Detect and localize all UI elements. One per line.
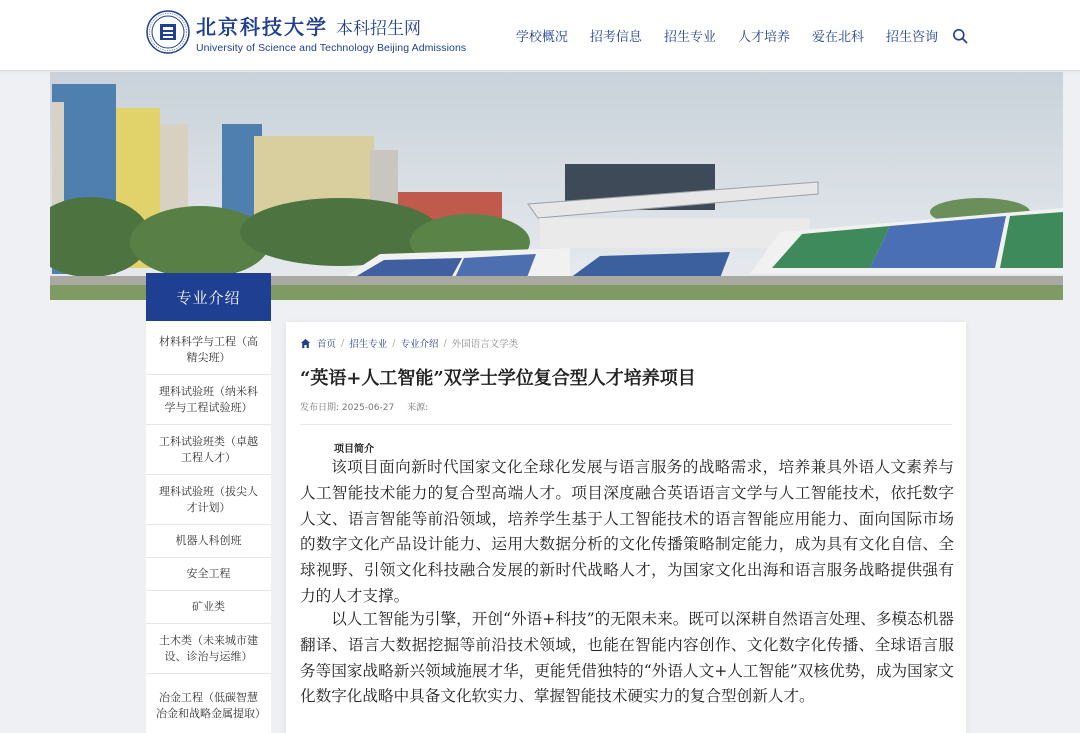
nav-item-admission-info[interactable]: 招考信息 [589, 30, 642, 45]
home-icon[interactable] [300, 338, 311, 349]
logo-chinese-name: 北京科技大学 [196, 14, 328, 39]
search-icon[interactable] [952, 28, 968, 44]
section-title: 项目简介 [334, 444, 374, 455]
nav-item-school-overview[interactable]: 学校概况 [515, 30, 568, 45]
sidebar-item-top-talent[interactable]: 理科试验班（拔尖人才计划） [146, 475, 271, 525]
nav-item-talent-cultivation[interactable]: 人才培养 [737, 30, 790, 45]
article-title: “英语+人工智能”双学士学位复合型人才培养项目 [300, 368, 696, 389]
breadcrumb-separator: / [443, 337, 447, 349]
sidebar-item-mining[interactable]: 矿业类 [146, 591, 271, 624]
sidebar-item-civil-engineering[interactable]: 土木类（未来城市建设、诊治与运维） [146, 624, 271, 674]
breadcrumb-separator: / [392, 337, 396, 349]
sidebar [146, 273, 271, 733]
nav-item-consultation[interactable]: 招生咨询 [885, 30, 938, 45]
breadcrumb-separator: / [341, 337, 345, 349]
article-paragraph: 以人工智能为引擎，开创“外语+科技”的无限未来。既可以深耕自然语言处理、多模态机器翻译、语言大数据挖掘等前沿技术领域，也能在智能内容创作、文化数字化传播、全球语言服务等国家战略新兴领域施展才华，更能凭借独特的“外语人文+人工智能”双核优势，成为国家文化数字化战略中具备文化软实力、掌握智能技术硬实力的复合型创新人才。 [300, 610, 954, 706]
sidebar-title: 专业介绍 [146, 273, 271, 321]
university-seal-icon [146, 10, 190, 54]
sidebar-item-nano-science[interactable]: 理科试验班（纳米科学与工程试验班） [146, 375, 271, 425]
site-header [0, 0, 1080, 71]
article-paragraph: 该项目面向新时代国家文化全球化发展与语言服务的战略需求，培养兼具外语人文素养与人工智能技术能力的复合型高端人才。项目深度融合英语语言文学与人工智能技术，依托数字人文、语言智能等前沿领域，培养学生基于人工智能技术的语言智能应用能力、面向国际市场的数字文化产品设计能力、运用大数据分析的文化传播策略制定能力，成为具有文化自信、全球视野、引领文化科技融合发展的新时代战略人才，为国家文化出海和语言服务战略提供强有力的人才支撑。 [300, 458, 954, 605]
nav-item-love-ustb[interactable]: 爱在北科 [811, 30, 864, 45]
campus-banner-image [50, 72, 1063, 300]
nav-item-majors[interactable]: 招生专业 [663, 30, 716, 45]
breadcrumb-home[interactable]: 首页 [317, 339, 337, 350]
breadcrumb-current: 外国语言文学类 [451, 339, 519, 350]
campus-stadium-illustration [50, 72, 1063, 300]
sidebar-item-robotics[interactable]: 机器人科创班 [146, 525, 271, 558]
sidebar-item-engineering-trial[interactable]: 工科试验班类（卓越工程人才） [146, 425, 271, 475]
divider [300, 424, 952, 425]
logo-english-name: University of Science and Technology Beijing Admissions [196, 41, 467, 54]
main-nav [494, 26, 968, 45]
sidebar-item-safety-engineering[interactable]: 安全工程 [146, 558, 271, 591]
sidebar-menu [146, 321, 271, 733]
publish-date: 发布日期: 2025-06-27 [300, 403, 395, 413]
logo-site-name: 本科招生网 [336, 18, 421, 39]
breadcrumb-major-intro[interactable]: 专业介绍 [400, 339, 439, 350]
article-meta [300, 400, 438, 413]
breadcrumb-majors[interactable]: 招生专业 [349, 339, 388, 350]
sidebar-item-materials-science[interactable]: 材料科学与工程（高精尖班） [146, 325, 271, 375]
sidebar-item-metallurgy[interactable]: 冶金工程（低碳智慧冶金和战略金属提取） [146, 674, 271, 733]
site-logo[interactable] [146, 10, 466, 54]
article-source: 来源: [407, 403, 429, 413]
article-panel [286, 322, 966, 733]
breadcrumb [300, 336, 518, 350]
